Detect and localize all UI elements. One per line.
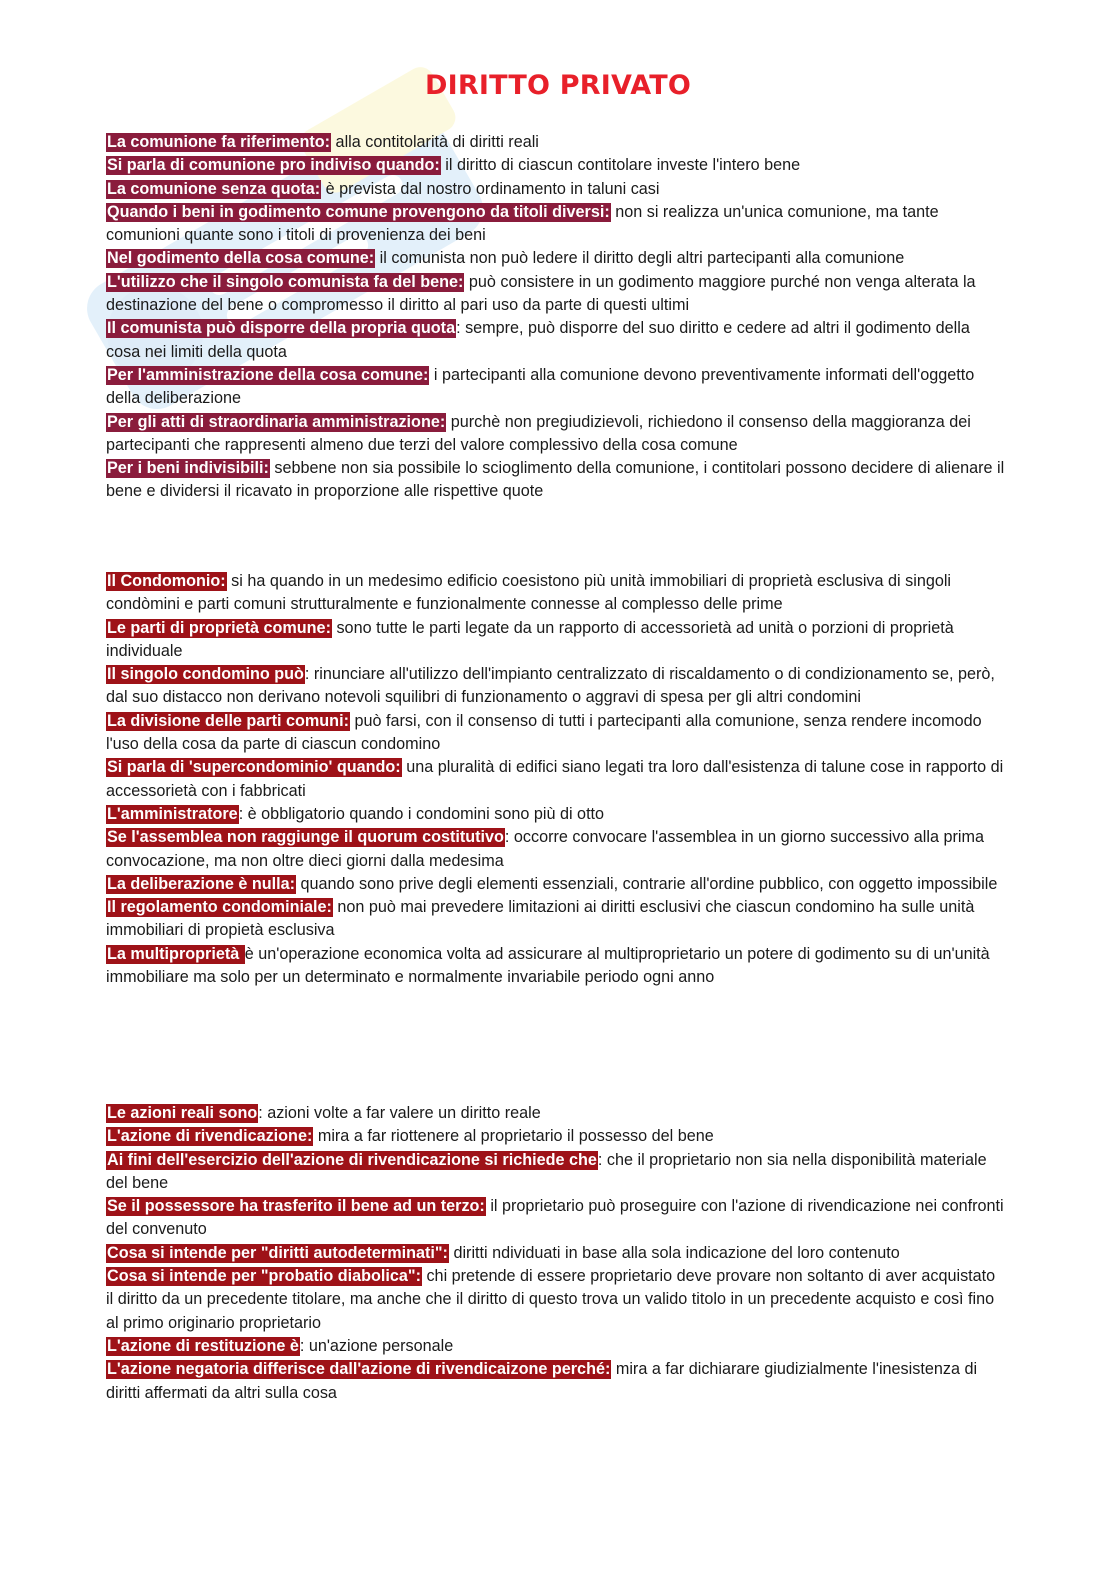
definition-entry bbox=[106, 663, 1006, 710]
definition-term: Per l'amministrazione della cosa comune: bbox=[107, 365, 429, 384]
definition-text: sono tutte le parti legate da un rapporto di accessorietà ad unità o porzioni di proprietà individuale bbox=[106, 618, 954, 660]
section-comunione bbox=[106, 131, 1006, 504]
definition-text: è prevista dal nostro ordinamento in taluni casi bbox=[321, 179, 660, 198]
definition-entry bbox=[106, 411, 1006, 458]
definition-term: Quando i beni in godimento comune provengono da titoli diversi: bbox=[107, 202, 610, 221]
definition-entry bbox=[106, 943, 1006, 990]
definition-term: L'azione di rivendicazione: bbox=[107, 1127, 313, 1146]
definition-term: Le parti di proprietà comune: bbox=[107, 618, 331, 637]
page-title: DIRITTO PRIVATO bbox=[425, 70, 691, 101]
definition-text: purchè non pregiudizievoli, richiedono il consenso della maggioranza dei partecipanti che rappresenti almeno due terzi del valore complessivo della cosa comune bbox=[106, 412, 971, 454]
section-azioni-reali bbox=[106, 1102, 1006, 1405]
definition-entry bbox=[106, 1102, 1006, 1125]
definition-term: Il regolamento condominiale: bbox=[107, 898, 332, 917]
definition-entry bbox=[106, 131, 1006, 154]
definition-term: La deliberazione è nulla: bbox=[107, 874, 295, 893]
definition-term: Cosa si intende per "probatio diabolica": bbox=[107, 1267, 421, 1286]
definition-entry bbox=[106, 201, 1006, 248]
definition-entry bbox=[106, 803, 1006, 826]
definition-term: Il singolo condomino può bbox=[107, 665, 304, 684]
definition-text: si ha quando in un medesimo edificio coesistono più unità immobiliari di proprietà esclusiva di singoli condòmini e parti comuni strutturalmente e funzionalmente connesse al complesso delle prime bbox=[106, 572, 952, 614]
definition-text: chi pretende di essere proprietario deve provare non soltanto di aver acquistato il diritto da un precedente titolare, ma anche che il diritto di questo trova un valido titolo in un precedente acquisto e così fino al primo originario proprietario bbox=[106, 1267, 996, 1332]
definition-text: non si realizza un'unica comunione, ma tante comunioni quante sono i titoli di provenienza dei beni bbox=[106, 202, 939, 245]
definition-term: Se il possessore ha trasferito il bene ad un terzo: bbox=[107, 1197, 485, 1216]
definition-text: non può mai prevedere limitazioni ai diritti esclusivi che ciascun condomino ha sulle unità immobiliari di propietà esclusiva bbox=[106, 898, 975, 940]
definition-entry bbox=[106, 1149, 1006, 1196]
definition-entry bbox=[106, 896, 1006, 943]
definition-term: Ai fini dell'esercizio dell'azione di rivendicazione si richiede che bbox=[107, 1150, 597, 1169]
definition-entry bbox=[106, 1242, 1006, 1265]
definition-term: Nel godimento della cosa comune: bbox=[107, 249, 375, 268]
definition-text: il comunista non può ledere il diritto degli altri partecipanti alla comunione bbox=[375, 249, 905, 268]
definition-text: una pluralità di edifici siano legati tra loro dall'esistenza di talune cose in rapporto di accessorietà con i fabbricati bbox=[106, 758, 1004, 800]
definition-term: L'azione negatoria differisce dall'azione di rivendicaizone perché: bbox=[107, 1360, 611, 1379]
definition-entry bbox=[106, 178, 1006, 201]
definition-term: L'utilizzo che il singolo comunista fa del bene: bbox=[107, 272, 464, 291]
definition-entry bbox=[106, 1335, 1006, 1358]
definition-entry bbox=[106, 271, 1006, 318]
definition-text: : è obbligatorio quando i condomini sono più di otto bbox=[238, 804, 605, 823]
definition-entry bbox=[106, 247, 1006, 270]
definition-term: Per i beni indivisibili: bbox=[107, 459, 269, 478]
definition-term: Si parla di comunione pro indiviso quando: bbox=[107, 156, 440, 175]
definition-entry bbox=[106, 570, 1006, 617]
definition-entry bbox=[106, 826, 1006, 873]
definition-entry bbox=[106, 710, 1006, 757]
definition-text: mira a far riottenere al proprietario il possesso del bene bbox=[313, 1127, 714, 1146]
definition-text: mira a far dichiarare giudizialmente l'inesistenza di diritti affermati da altri sulla cosa bbox=[106, 1360, 978, 1402]
definition-entry bbox=[106, 1195, 1006, 1242]
definition-term: La multiproprietà bbox=[107, 944, 244, 963]
definition-text: : un'azione personale bbox=[299, 1336, 454, 1355]
definition-text: può farsi, con il consenso di tutti i partecipanti alla comunione, senza rendere incomodo l'uso della cosa da parte di ciascun condomino bbox=[106, 711, 982, 754]
definition-text: può consistere in un godimento maggiore purché non venga alterata la destinazione del bene o compromesso il diritto al pari uso da parte di questi ultimi bbox=[106, 272, 976, 315]
definition-entry bbox=[106, 1265, 1006, 1335]
definition-entry bbox=[106, 617, 1006, 664]
definition-term: La comunione senza quota: bbox=[107, 179, 321, 198]
definition-term: La comunione fa riferimento: bbox=[107, 133, 331, 151]
definition-text: : occorre convocare l'assemblea in un giorno successivo alla prima convocazione, ma non oltre dieci giorni dalla medesima bbox=[106, 828, 984, 870]
definition-term: Per gli atti di straordinaria amministrazione: bbox=[107, 412, 446, 431]
definition-entry bbox=[106, 1358, 1006, 1405]
definition-text: : sempre, può disporre del suo diritto e cedere ad altri il godimento della cosa nei limiti della quota bbox=[106, 319, 970, 361]
definition-term: L'amministratore bbox=[107, 804, 238, 823]
definition-text: è un'operazione economica volta ad assicurare al multiproprietario un potere di godimento su di un'unità immobiliare ma solo per un determinato e normalmente invariabile periodo ogni anno bbox=[106, 944, 990, 987]
definition-entry bbox=[106, 364, 1006, 411]
definition-term: La divisione delle parti comuni: bbox=[107, 711, 349, 730]
definition-entry bbox=[106, 317, 1006, 364]
definition-entry bbox=[106, 756, 1006, 803]
definition-text: quando sono prive degli elementi essenziali, contrarie all'ordine pubblico, con oggetto impossibile bbox=[296, 874, 998, 893]
definition-text: sebbene non sia possibile lo scioglimento della comunione, i contitolari possono decidere di alienare il bene e dividersi il ricavato in proporzione alle rispettive quote bbox=[106, 459, 1005, 501]
definition-text: diritti ndividuati in base alla sola indicazione del loro contenuto bbox=[448, 1243, 900, 1262]
definition-text: : che il proprietario non sia nella disponibilità materiale del bene bbox=[106, 1150, 987, 1192]
definition-entry bbox=[106, 1125, 1006, 1148]
definition-entry bbox=[106, 457, 1006, 504]
definition-term: Cosa si intende per "diritti autodeterminati": bbox=[107, 1243, 448, 1262]
definition-term: Il comunista può disporre della propria quota bbox=[107, 319, 456, 338]
definition-term: Se l'assemblea non raggiunge il quorum costitutivo bbox=[107, 828, 504, 847]
definition-term: Si parla di 'supercondominio' quando: bbox=[107, 758, 401, 777]
definition-text: alla contitolarità di diritti reali bbox=[331, 133, 539, 151]
definition-entry bbox=[106, 873, 1006, 896]
definition-term: Il Condomonio: bbox=[107, 572, 226, 590]
section-condominio bbox=[106, 570, 1006, 989]
definition-term: L'azione di restituzione è bbox=[107, 1336, 299, 1355]
definition-text: il diritto di ciascun contitolare investe l'intero bene bbox=[440, 156, 801, 175]
definition-text: il proprietario può proseguire con l'azione di rivendicazione nei confronti del convenuto bbox=[106, 1197, 1004, 1239]
definition-text: : rinunciare all'utilizzo dell'impianto centralizzato di riscaldamento o di condizionamento se, però, dal suo distacco non derivano notevoli squilibri di funzionamento o aggravi di spesa per gli altri condomini bbox=[106, 665, 995, 707]
definition-term: Le azioni reali sono bbox=[107, 1104, 258, 1122]
definition-text: : azioni volte a far valere un diritto reale bbox=[258, 1104, 541, 1122]
definition-entry bbox=[106, 154, 1006, 177]
definition-text: i partecipanti alla comunione devono preventivamente informati dell'oggetto della deliberazione bbox=[106, 365, 975, 408]
